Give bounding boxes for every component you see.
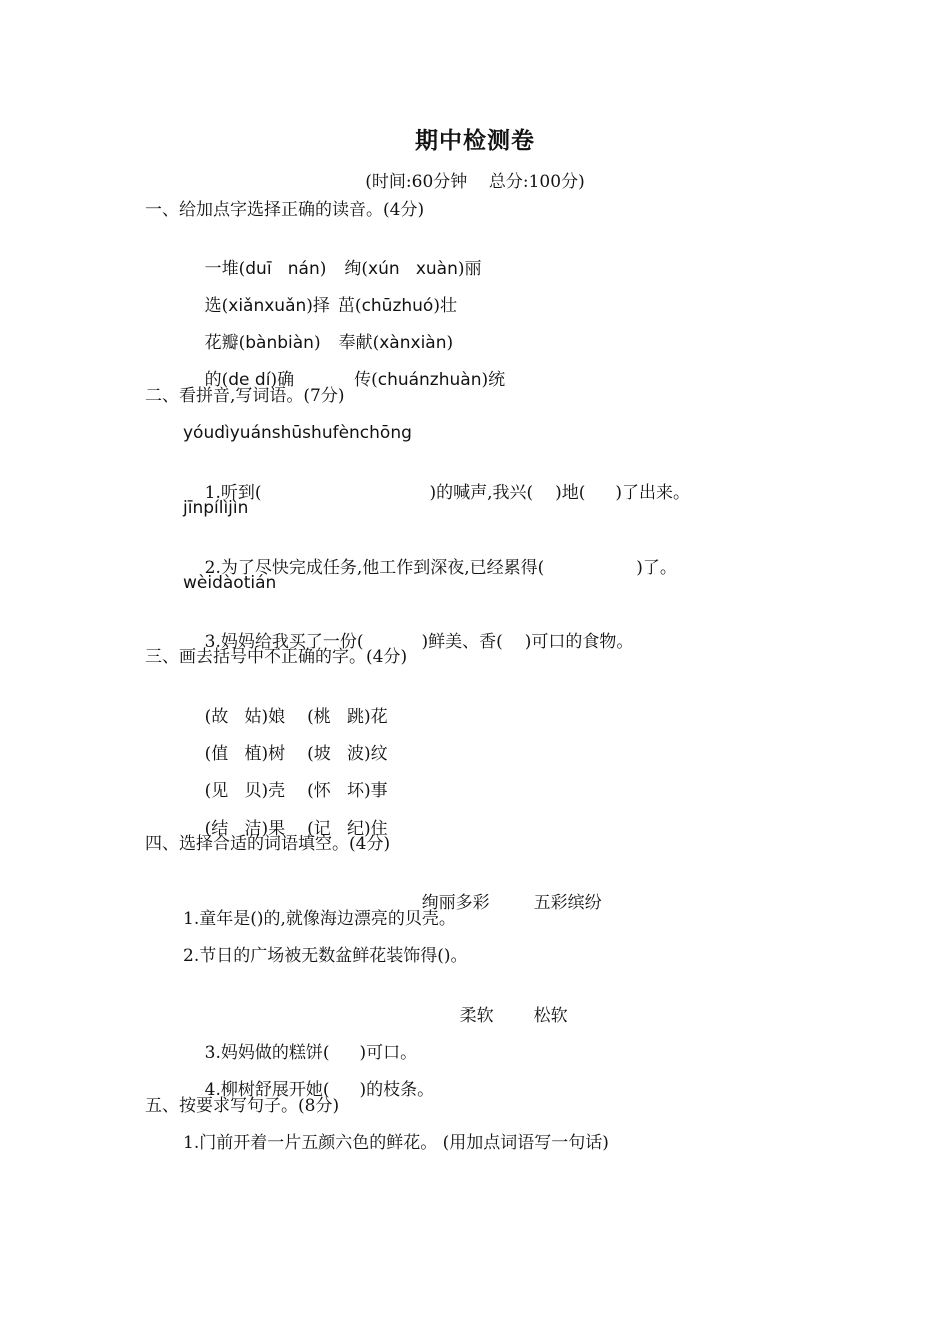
s3-row3-a: (见 贝)壳 [204,781,286,801]
section2-heading: 二、看拼音,写词语。(7分) [145,386,345,406]
s2-q1-part3: )地( [555,483,586,503]
s1-row2-b-end: )壮 [433,296,457,316]
section5-heading: 五、按要求写句子。(8分) [145,1096,340,1116]
s4-choice-3: 柔软 [459,1006,494,1026]
s1-row1-b-end: )丽 [457,259,482,279]
section3-heading: 三、画去括号中不正确的字。(4分) [145,647,408,667]
s4-q3-part1: 3.妈妈做的糕饼( [204,1043,330,1063]
s4-question-1: 1.童年是()的,就像海边漂亮的贝壳。 [183,909,456,929]
s3-row1-b: (桃 跳)花 [307,707,388,727]
s2-q3-part3: )可口的食物。 [524,632,634,652]
s3-row3-b: (怀 坏)事 [307,781,388,801]
s4-q3-part2: )可口。 [359,1043,418,1063]
s2-q3-part2: )鲜美、香( [421,632,503,652]
s1-row1-a-pinyin: duī nán [245,259,320,279]
exam-info: (时间:60分钟 总分:100分) [365,172,585,192]
section1-heading: 一、给加点字选择正确的读音。(4分) [145,200,425,220]
s1-row4-a-pinyin: de dí [228,370,271,390]
s2-pinyin-3: wèidàotián [183,573,277,593]
s4-question-2: 2.节日的广场被无数盆鲜花装饰得()。 [183,946,468,966]
s1-row1-b: 绚( [344,259,369,279]
s3-row4-b: (记 纪)住 [307,819,388,839]
s3-row4-a: (结 洁)果 [204,819,286,839]
s1-row4-b-end: )统 [481,370,506,390]
s4-q4-part1: 4.柳树舒展开她( [204,1080,330,1100]
s2-q2-part1: 2.为了尽快完成任务,他工作到深夜,已经累得( [204,558,545,578]
page-title: 期中检测卷 [415,127,535,154]
s1-row4-a-end: )确 [270,370,295,390]
s1-row2-b-pinyin: chūzhuó [361,296,434,316]
s2-pinyin-2: jīnpílìjìn [183,498,249,518]
s1-row2-a-end: )择 [306,296,330,316]
s4-q4-part2: )的枝条。 [359,1080,435,1100]
s1-row2-a: 选( [204,296,229,316]
s5-question-1: 1.门前开着一片五颜六色的鲜花。 (用加点词语写一句话) [183,1133,609,1153]
s2-q2-part2: )了。 [636,558,677,578]
s1-row3-a-pinyin: bànbiàn [245,333,314,353]
s1-row4-a: 的( [204,370,229,390]
s1-row3-a-end: ) [313,333,321,353]
s1-row3-a: 花瓣( [204,333,246,353]
s1-row1-a-end: ) [319,259,327,279]
s1-row3-b-pinyin: xànxiàn [379,333,447,353]
s1-row2-a-pinyin: xiǎnxuǎn [228,296,307,316]
s3-row2-b: (坡 波)纹 [307,744,388,764]
s2-question-1 [183,460,690,526]
s4-choices-2 [438,983,568,1049]
section4-heading: 四、选择合适的词语填空。(4分) [145,834,391,854]
s4-choice-1: 绚丽多彩 [421,893,490,913]
s1-row1-a: 一堆( [204,259,246,279]
s2-pinyin-1: yóudìyuánshūshufènchōng [183,423,412,443]
s4-choice-4: 松软 [533,1006,568,1026]
s2-q1-part4: )了出来。 [615,483,691,503]
s3-row1-a: (故 姑)娘 [204,707,286,727]
s2-q1-part1: 1.听到( [204,483,262,503]
s3-row2-a: (值 植)树 [204,744,286,764]
s2-q1-part2: )的喊声,我兴( [429,483,534,503]
s1-row1-b-pinyin: xún xuàn [368,259,458,279]
s4-choice-2: 五彩缤纷 [533,893,602,913]
s1-row4-b: 传( [354,370,378,390]
s1-row3-b: 奉献( [338,333,380,353]
s2-q3-part1: 3.妈妈给我买了一份( [204,632,364,652]
s1-row2-b: 茁( [337,296,362,316]
s1-row3-b-end: ) [446,333,454,353]
s1-row4-b-pinyin: chuánzhuàn [377,370,482,390]
